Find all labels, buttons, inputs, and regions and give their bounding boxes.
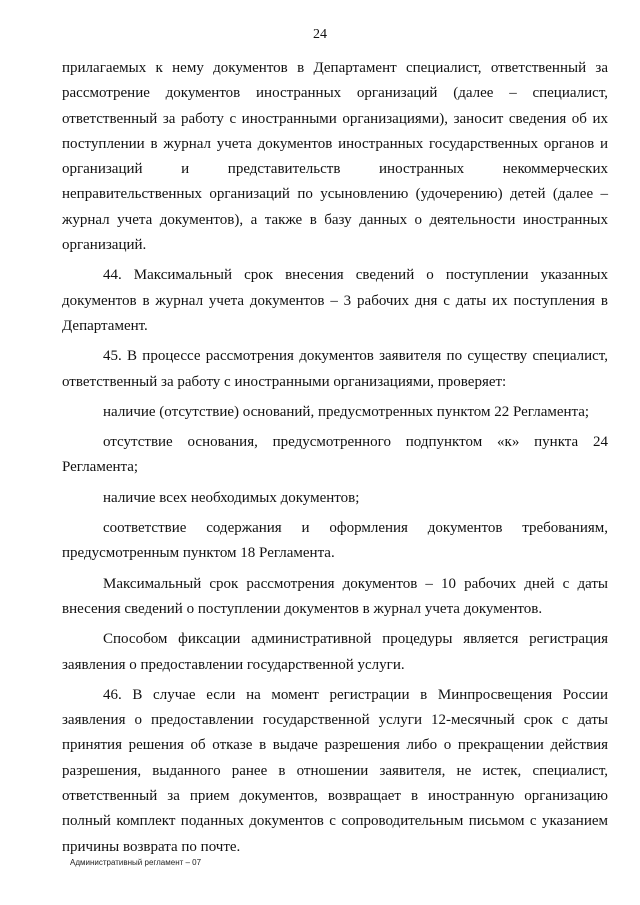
check-item-conformity: соответствие содержания и оформления документов требованиям, предусмотренным пунктом 18 Регламента. [62, 520, 608, 562]
paragraph-44: 44. Максимальный срок внесения сведений о поступлении указанных документов в журнал учета документов – 3 рабочих дня с даты их поступления в Департамент. [62, 267, 608, 334]
page-number: 24 [313, 27, 327, 42]
page-footer: Административный регламент – 07 [70, 858, 202, 867]
paragraph-continuation: прилагаемых к нему документов в Департамент специалист, ответственный за рассмотрение документов иностранных организаций (далее – специалист, ответственный за работу с иностранными организациями), заносит сведения об их поступлении в журнал учета документов иностранных государственных органов и организаций и представительств иностранных некоммерческих неправительственных организаций по усыновлению (удочерению) детей (далее – журнал учета документов), а также в базу данных о деятельности иностранных организаций. [62, 60, 608, 254]
paragraph-fixation: Способом фиксации административной процедуры является регистрация заявления о предоставлении государственной услуги. [62, 631, 608, 673]
document-body [62, 56, 608, 860]
check-item-grounds: наличие (отсутствие) оснований, предусмотренных пунктом 22 Регламента; [103, 403, 590, 420]
paragraph-45: 45. В процессе рассмотрения документов заявителя по существу специалист, ответственный за работу с иностранными организациями, проверяет: [62, 348, 608, 390]
check-item-documents: наличие всех необходимых документов; [103, 489, 360, 506]
paragraph-review-term: Максимальный срок рассмотрения документов – 10 рабочих дней с даты внесения сведений о поступлении документов в журнал учета документов. [62, 575, 608, 617]
paragraph-46: 46. В случае если на момент регистрации в Минпросвещения России заявления о предоставлении государственной услуги 12-месячный срок с даты принятия решения об отказе в выдаче разрешения либо о прекращении действия разрешения, выданного ранее в отношении заявителя, не истек, специалист, ответственный за прием документов, возвращает в иностранную организацию полный комплект поданных документов с сопроводительным письмом с указанием причины возврата по почте. [62, 686, 608, 855]
check-item-subclause: отсутствие основания, предусмотренного подпунктом «к» пункта 24 Регламента; [62, 434, 608, 476]
